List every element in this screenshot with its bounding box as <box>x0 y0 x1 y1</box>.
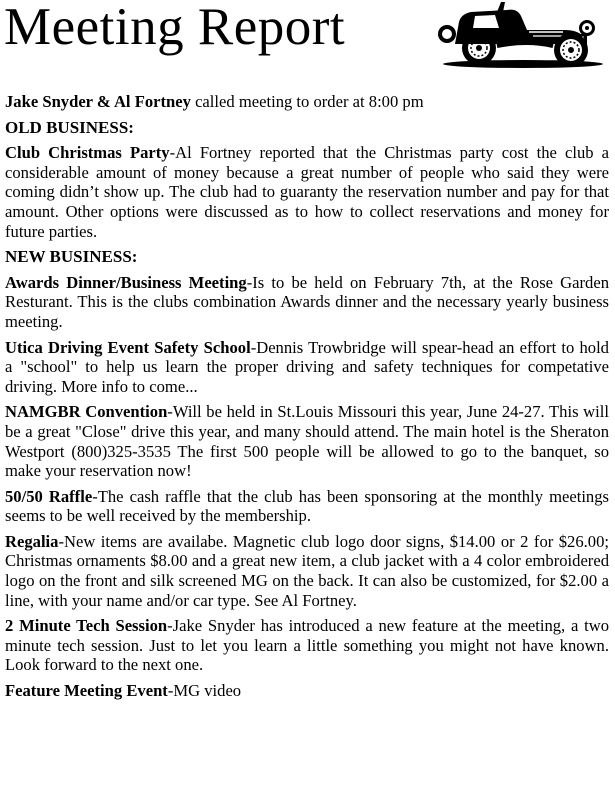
new-business-item-regalia <box>5 532 609 610</box>
item-label: NAMGBR Convention <box>5 402 168 422</box>
new-business-item-awards-dinner <box>5 273 609 332</box>
new-business-item-safety-school <box>5 338 609 397</box>
item-label: Regalia <box>5 531 59 551</box>
item-text: -Is to be held on February 7th, at the Rose Garden Resturant. This is the clubs combination Awards dinner and the necessary yearly business meeting. <box>5 272 610 331</box>
new-business-item-raffle <box>5 487 609 526</box>
page-title: Meeting Report <box>4 0 346 56</box>
new-business-item-tech-session <box>5 616 609 675</box>
old-business-heading: OLD BUSINESS: <box>5 117 134 137</box>
item-label: Utica Driving Event Safety School <box>5 337 251 357</box>
old-business-item-christmas-party <box>5 143 609 241</box>
report-header <box>0 0 615 90</box>
item-text: -MG video <box>167 681 242 701</box>
item-text: -New items are availabe. Magnetic club logo door signs, $14.00 or 2 for $26.00; Christmas ornaments $8.00 and a great new item, a club jacket with a 4 color embroidered logo on the front and silk screened MG on the back. It can also be customized, for $2.00 a line, with your name and/or car type. See Al Fortney. <box>5 531 609 610</box>
item-text: -Jake Snyder has introduced a new feature at the meeting, a two minute tech session. Just to let you learn a little something you might not have known. Look forward to the next one. <box>5 616 610 675</box>
meeting-callers: Jake Snyder & Al Fortney <box>5 92 191 111</box>
item-text: -Will be held in St.Louis Missouri this year, June 24-27. This will be a great "Close" drive this year, and many should attend. The main hotel is the Sheraton Westport (800)325-3535 The first 500 people will be allowed to go to the banquet, so make your reservation now! <box>5 402 609 481</box>
new-business-item-namgbr-convention <box>5 402 609 480</box>
opening-paragraph <box>5 92 609 112</box>
item-text: -Dennis Trowbridge will spear-head an effort to hold a "school" to help us learn the proper driving and safety techniques for competative driving. More info to come... <box>5 337 609 396</box>
item-label: 50/50 Raffle <box>5 486 93 506</box>
item-text: -Al Fortney reported that the Christmas party cost the club a considerable amount of money because a great number of people who said they were coming didn’t show up. The club had to guaranty the reservation number and pay for that amount. Other options were discussed as to how to collect reservations and money for future parties. <box>5 143 610 241</box>
report-body <box>5 92 609 707</box>
item-label: Club Christmas Party <box>5 143 170 163</box>
item-label: Awards Dinner/Business Meeting <box>5 272 247 292</box>
new-business-heading: NEW BUSINESS: <box>5 247 138 267</box>
vintage-car-icon <box>437 0 613 70</box>
item-label: 2 Minute Tech Session <box>5 616 168 636</box>
new-business-item-feature-event <box>5 681 609 701</box>
item-text: -The cash raffle that the club has been sponsoring at the monthly meetings seems to be well received by the membership. <box>5 486 609 526</box>
item-label: Feature Meeting Event <box>5 681 168 701</box>
opening-text: called meeting to order at 8:00 pm <box>190 92 424 111</box>
